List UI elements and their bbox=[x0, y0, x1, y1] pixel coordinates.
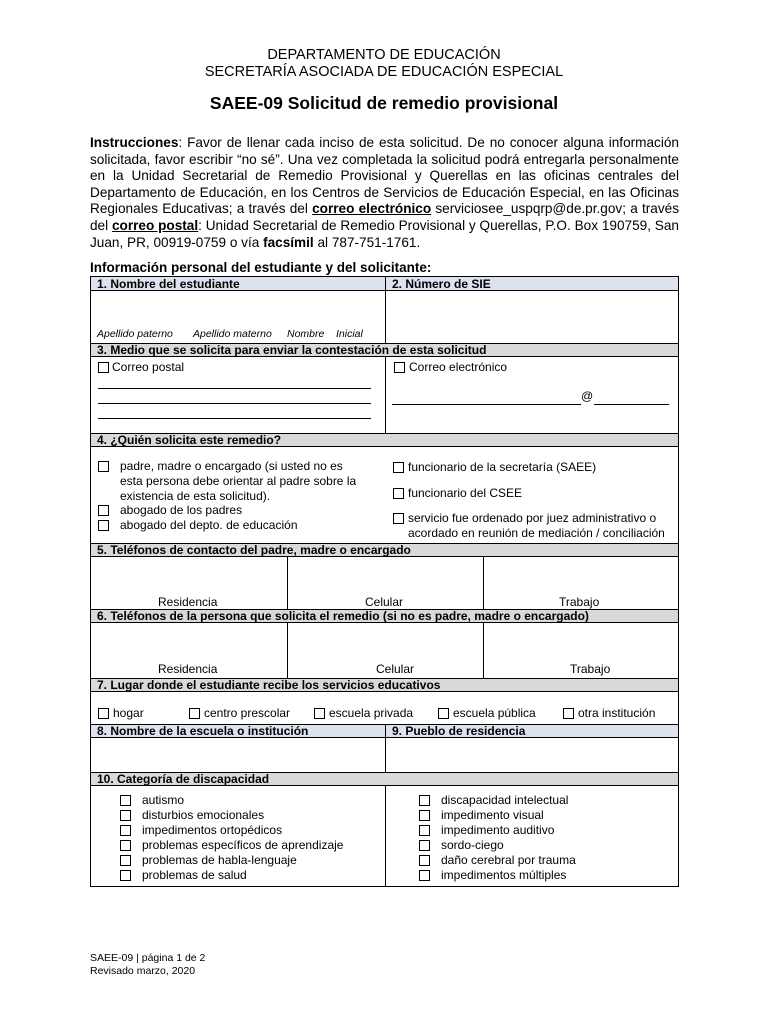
checkbox-habla-lenguaje[interactable] bbox=[120, 855, 131, 866]
option-correo-electronico: Correo electrónico bbox=[409, 360, 508, 374]
checkbox-escuela-publica[interactable] bbox=[438, 708, 449, 719]
col-divider bbox=[287, 557, 288, 609]
checkbox-dano-cerebral[interactable] bbox=[419, 855, 430, 866]
col-divider bbox=[385, 724, 386, 772]
requester-celular-label: Celular bbox=[376, 662, 415, 676]
option-padre-line-1: padre, madre o encargado (si usted no es bbox=[120, 459, 343, 473]
checkbox-abogado-depto[interactable] bbox=[98, 520, 109, 531]
checkbox-problemas-aprendizaje[interactable] bbox=[120, 840, 131, 851]
instructions-text-4: al 787-751-1761. bbox=[313, 234, 421, 250]
checkbox-escuela-privada[interactable] bbox=[314, 708, 325, 719]
checkbox-disturbios-emocionales[interactable] bbox=[120, 810, 131, 821]
instructions-text-2: serviciosee_uspqrp@de.pr.gov; a través del bbox=[90, 201, 679, 233]
checkbox-impedimentos-multiples[interactable] bbox=[419, 870, 430, 881]
section-5-label: 5. Teléfonos de contacto del padre, madre o encargado bbox=[97, 543, 411, 557]
checkbox-autismo[interactable] bbox=[120, 795, 131, 806]
option-impedimentos-ortopedicos: impedimentos ortopédicos bbox=[142, 823, 283, 837]
checkbox-correo-postal[interactable] bbox=[98, 362, 109, 373]
phone-trabajo-label: Trabajo bbox=[559, 595, 600, 609]
option-funcionario-csee: funcionario del CSEE bbox=[408, 486, 523, 500]
requester-residencia-label: Residencia bbox=[158, 662, 218, 676]
option-correo-postal: Correo postal bbox=[112, 360, 185, 374]
col-divider bbox=[385, 786, 386, 887]
section-4-label: 4. ¿Quién solicita este remedio? bbox=[97, 433, 282, 447]
checkbox-hogar[interactable] bbox=[98, 708, 109, 719]
requester-trabajo-label: Trabajo bbox=[570, 662, 611, 676]
checkbox-centro-prescolar[interactable] bbox=[189, 708, 200, 719]
checkbox-correo-electronico[interactable] bbox=[394, 362, 405, 373]
section-3-label: 3. Medio que se solicita para enviar la contestación de esta solicitud bbox=[97, 343, 487, 357]
option-sordo-ciego: sordo-ciego bbox=[441, 838, 504, 852]
col-divider bbox=[483, 623, 484, 678]
postal-label: correo postal bbox=[111, 217, 199, 233]
option-servicio-line-1: servicio fue ordenado por juez administrativo o bbox=[408, 511, 657, 525]
hint-nombre: Nombre bbox=[287, 328, 325, 340]
option-abogado-padres: abogado de los padres bbox=[120, 503, 243, 517]
option-escuela-privada: escuela privada bbox=[329, 706, 414, 720]
checkbox-padre[interactable] bbox=[98, 461, 109, 472]
option-servicio-line-2: acordado en reunión de mediación / conciliación bbox=[408, 526, 665, 540]
instructions-text-1: : Favor de llenar cada inciso de esta solicitud. De no conocer alguna información solicitada, favor escribir “no sé”. Una vez completada la solicitud podrá entregarla personalmente en la Unidad Secretarial de Remedio Provisional y Querellas en las oficinas centrales del Departamento de Educación, en los Centros de Servicios de Educación Especial, en las Oficinas Regionales Educativas; a través del bbox=[90, 135, 679, 217]
hint-apellido-materno: Apellido materno bbox=[193, 328, 272, 340]
address-line-1[interactable] bbox=[98, 388, 371, 389]
section-6-label: 6. Teléfonos de la persona que solicita el remedio (si no es padre, madre o encargado) bbox=[97, 609, 589, 623]
option-problemas-salud: problemas de salud bbox=[142, 868, 247, 882]
option-dano-cerebral: daño cerebral por trauma bbox=[441, 853, 576, 867]
option-impedimentos-multiples: impedimentos múltiples bbox=[441, 868, 567, 882]
option-problemas-aprendizaje: problemas específicos de aprendizaje bbox=[142, 838, 344, 852]
option-hogar: hogar bbox=[113, 706, 144, 720]
option-habla-lenguaje: problemas de habla-lenguaje bbox=[142, 853, 297, 867]
address-line-3[interactable] bbox=[98, 418, 371, 419]
option-funcionario-saee: funcionario de la secretaría (SAEE) bbox=[408, 460, 597, 474]
instructions-paragraph bbox=[90, 135, 679, 251]
section-7-label: 7. Lugar donde el estudiante recibe los servicios educativos bbox=[97, 678, 441, 692]
instructions-label: Instrucciones bbox=[90, 135, 179, 150]
checkbox-abogado-padres[interactable] bbox=[98, 505, 109, 516]
email-domain-line[interactable] bbox=[594, 404, 669, 405]
checkbox-funcionario-csee[interactable] bbox=[393, 488, 404, 499]
option-discapacidad-intelectual: discapacidad intelectual bbox=[441, 793, 569, 807]
hint-inicial: Inicial bbox=[336, 328, 363, 340]
section-1-label: 1. Nombre del estudiante bbox=[97, 277, 240, 291]
option-escuela-publica: escuela pública bbox=[453, 706, 536, 720]
checkbox-impedimentos-ortopedicos[interactable] bbox=[120, 825, 131, 836]
section-8-label: 8. Nombre de la escuela o institución bbox=[97, 724, 309, 738]
option-autismo: autismo bbox=[142, 793, 185, 807]
phone-residencia-label: Residencia bbox=[158, 595, 218, 609]
footer-revision: Revisado marzo, 2020 bbox=[90, 965, 196, 977]
phone-celular-label: Celular bbox=[365, 595, 404, 609]
option-impedimento-auditivo: impedimento auditivo bbox=[441, 823, 555, 837]
col-divider bbox=[287, 623, 288, 678]
option-disturbios-emocionales: disturbios emocionales bbox=[142, 808, 265, 822]
email-user-line[interactable] bbox=[392, 404, 581, 405]
section-10-label: 10. Categoría de discapacidad bbox=[97, 772, 270, 786]
checkbox-sordo-ciego[interactable] bbox=[419, 840, 430, 851]
section-9-label: 9. Pueblo de residencia bbox=[392, 724, 526, 738]
col-divider bbox=[385, 357, 386, 433]
address-line-2[interactable] bbox=[98, 403, 371, 404]
option-abogado-depto: abogado del depto. de educación bbox=[120, 518, 298, 532]
checkbox-funcionario-saee[interactable] bbox=[393, 462, 404, 473]
page-footer bbox=[90, 952, 205, 978]
form-title: SAEE-09 Solicitud de remedio provisional bbox=[209, 93, 559, 113]
section-2-label: 2. Número de SIE bbox=[392, 277, 491, 291]
checkbox-problemas-salud[interactable] bbox=[120, 870, 131, 881]
option-centro-prescolar: centro prescolar bbox=[204, 706, 291, 720]
col-divider bbox=[385, 277, 386, 343]
form-table bbox=[90, 276, 679, 887]
checkbox-discapacidad-intelectual[interactable] bbox=[419, 795, 430, 806]
checkbox-impedimento-auditivo[interactable] bbox=[419, 825, 430, 836]
footer-page-number: SAEE-09 | página 1 de 2 bbox=[90, 952, 206, 964]
secretariat-heading: SECRETARÍA ASOCIADA DE EDUCACIÓN ESPECIAL bbox=[204, 64, 564, 80]
department-heading: DEPARTAMENTO DE EDUCACIÓN bbox=[267, 47, 501, 63]
instructions-text-3: : Unidad Secretarial de Remedio Provisional y Querellas, P.O. Box 190759, San Juan, PR, 00919-0759 o vía bbox=[90, 217, 679, 250]
checkbox-servicio-ordenado[interactable] bbox=[393, 513, 404, 524]
col-divider bbox=[483, 557, 484, 609]
option-padre-line-2: esta persona debe orientar al padre sobre la bbox=[120, 474, 357, 488]
option-padre-line-3: existencia de esta solicitud). bbox=[120, 489, 271, 503]
section-title: Información personal del estudiante y del solicitante: bbox=[90, 260, 432, 275]
option-otra-institucion: otra institución bbox=[578, 706, 656, 720]
hint-apellido-paterno: Apellido paterno bbox=[97, 328, 173, 340]
option-impedimento-visual: impedimento visual bbox=[441, 808, 544, 822]
checkbox-impedimento-visual[interactable] bbox=[419, 810, 430, 821]
email-at-sign: @ bbox=[581, 389, 594, 403]
fax-label: facsímil bbox=[263, 234, 314, 250]
checkbox-otra-institucion[interactable] bbox=[563, 708, 574, 719]
email-label: correo electrónico bbox=[312, 201, 432, 217]
